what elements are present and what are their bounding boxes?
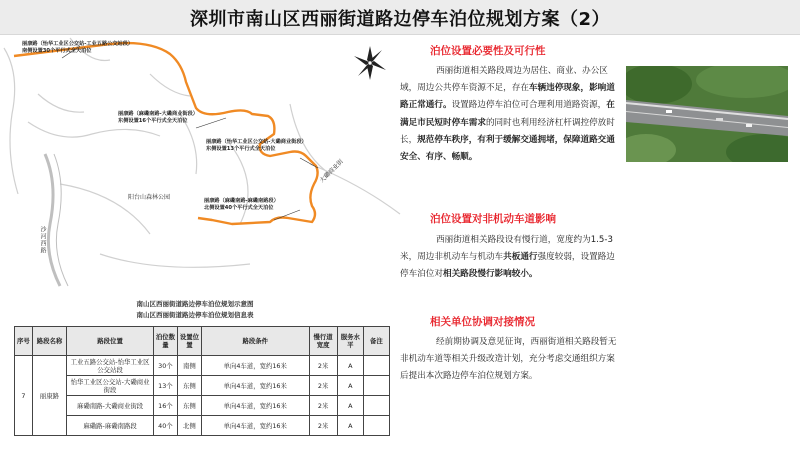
location-cell: 麻磡南路-大磡商业街段 — [67, 396, 154, 416]
map-label-segment-4: 丽康路（怡华工业区公交站-工业五路公交站段） 南侧设置30个平行式全天泊位 — [22, 41, 134, 54]
park-label: 阳台山森林公园 — [128, 194, 171, 201]
side-cell: 东侧 — [177, 396, 201, 416]
road-photo — [626, 66, 788, 162]
count-cell: 16个 — [153, 396, 177, 416]
title-bar — [0, 0, 800, 35]
header-cell: 服务水平 — [337, 327, 363, 356]
side-cell: 北侧 — [177, 416, 201, 436]
river-line — [45, 154, 60, 286]
header-cell: 设置位置 — [177, 327, 201, 356]
seq-cell: 7 — [15, 356, 33, 436]
parking-info-table — [14, 326, 390, 436]
header-cell: 序号 — [15, 327, 33, 356]
river-line — [54, 154, 68, 286]
header-cell: 路段位置 — [67, 327, 154, 356]
header-cell: 备注 — [363, 327, 389, 356]
header-cell: 路段名称 — [32, 327, 66, 356]
side-cell: 南侧 — [177, 356, 201, 376]
road-line — [38, 94, 84, 112]
map-label-segment-1: 丽康路（麻磡南路-麻磡南路段） 北侧设置40个平行式全天泊位 — [204, 198, 279, 211]
count-cell: 30个 — [153, 356, 177, 376]
width-cell: 2米 — [309, 416, 337, 436]
location-cell: 怡华工业区公交站-大磡商业街段 — [67, 376, 154, 396]
section-body-impact: 西丽街道相关路段设有慢行道，宽度约为1.5-3米，周边非机动车与机动车共板通行强度较弱，设置路边停车泊位对相关路段慢行影响较小。 — [400, 235, 615, 280]
condition-cell: 单向4车道，宽约16米 — [201, 396, 309, 416]
road-line — [230, 144, 248, 224]
level-cell: A — [337, 396, 363, 416]
page-title: 深圳市南山区西丽街道路边停车泊位规划方案（2） — [189, 9, 611, 30]
note-cell — [363, 356, 389, 376]
condition-cell: 单向4车道，宽约16米 — [201, 356, 309, 376]
location-cell: 麻磡路-麻磡南路段 — [67, 416, 154, 436]
note-cell — [363, 396, 389, 416]
table-row — [15, 356, 390, 376]
level-cell: A — [337, 416, 363, 436]
level-cell: A — [337, 376, 363, 396]
table-row — [15, 416, 390, 436]
header-cell: 慢行道宽度 — [309, 327, 337, 356]
count-cell: 13个 — [153, 376, 177, 396]
count-cell: 40个 — [153, 416, 177, 436]
width-cell: 2米 — [309, 396, 337, 416]
condition-cell: 单向4车道，宽约16米 — [201, 416, 309, 436]
road-cell: 丽康路 — [32, 356, 66, 436]
side-cell: 东侧 — [177, 376, 201, 396]
section-heading-coordination: 相关单位协调对接情况 — [430, 316, 535, 328]
section-heading-necessity: 泊位设置必要性及可行性 — [430, 45, 546, 57]
map-label-segment-3: 丽康路（麻磡南路-大磡商业街段） 东侧设置16个平行式全天泊位 — [118, 111, 198, 124]
section-heading-impact: 泊位设置对非机动车道影响 — [430, 213, 556, 225]
section-body-coordination: 经前期协调及意见征询，西丽街道相关路段暂无非机动车道等相关升级改造计划，充分考虑交通组织方案后提出本次路边停车泊位规划方案。 — [400, 337, 617, 382]
width-cell: 2米 — [309, 356, 337, 376]
road-line — [100, 254, 250, 267]
map-caption: 南山区西丽街道路边停车泊位规划示意图 — [136, 300, 254, 308]
street-label: 大磡商业街 — [318, 158, 345, 185]
note-cell — [363, 416, 389, 436]
pointer-line — [196, 118, 226, 128]
river-road-label: 沙河西路 — [39, 226, 46, 254]
table-row — [15, 396, 390, 416]
location-cell: 工业五路公交站-怡华工业区公交站段 — [67, 356, 154, 376]
road-line — [4, 48, 18, 194]
section-body-necessity: 西丽街道相关路段周边为居住、商业、办公区域，周边公共停车资源不足，存在车辆违停现象，影响道路正常通行。设置路边停车泊位可合理利用道路资源，在满足市民短时停车需求的同时也利用经济杠杆调控停放时长，规范停车秩序，有利于缓解交通拥堵，保障道路交通安全、有序、畅顺。 — [400, 66, 615, 163]
table-row — [15, 376, 390, 396]
note-cell — [363, 376, 389, 396]
level-cell: A — [337, 356, 363, 376]
header-cell: 泊位数量 — [153, 327, 177, 356]
condition-cell: 单向4车道，宽约16米 — [201, 376, 309, 396]
table-caption: 南山区西丽街道路边停车泊位规划信息表 — [136, 311, 254, 319]
header-cell: 路段条件 — [201, 327, 309, 356]
width-cell: 2米 — [309, 376, 337, 396]
map-label-segment-2: 丽康路（怡华工业区公交站-大磡商业街段） 东侧设置13个平行式全天泊位 — [206, 139, 307, 152]
compass-icon — [352, 44, 388, 86]
